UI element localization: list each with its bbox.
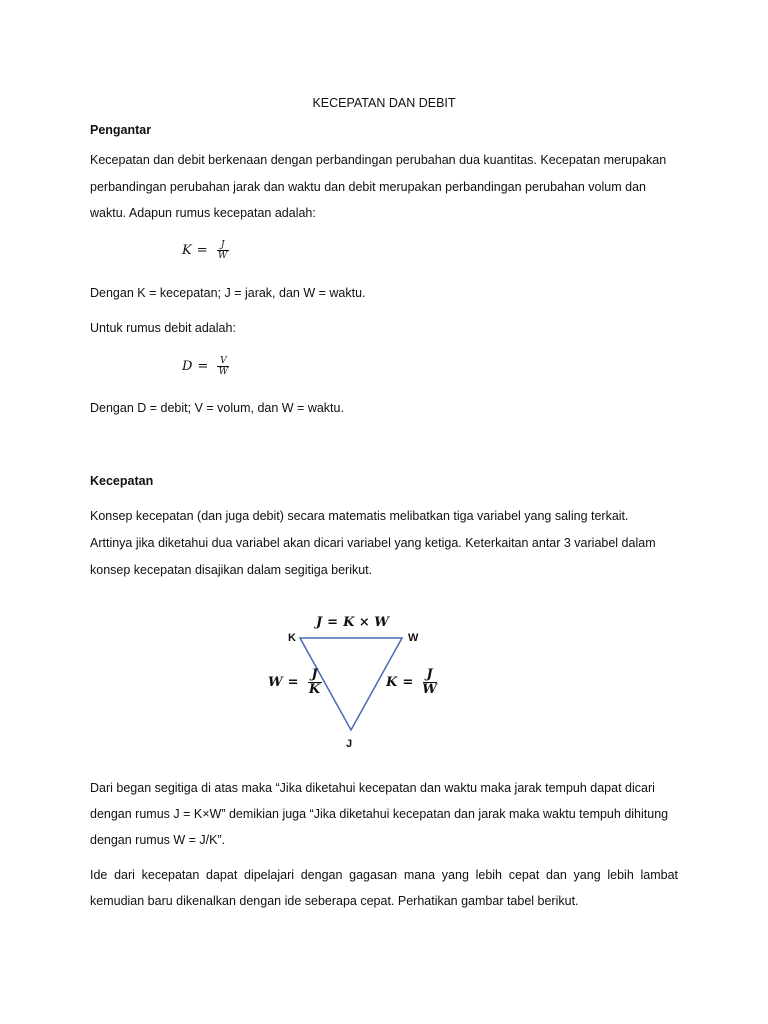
formula-denominator: W xyxy=(218,367,228,377)
formula-fraction xyxy=(217,240,229,261)
intro-line-3: waktu. Adapun rumus kecepatan adalah: xyxy=(90,206,316,220)
kecepatan-definition: Dengan K = kecepatan; J = jarak, dan W = waktu. xyxy=(90,286,366,300)
closing-p2-line-1: Ide dari kecepatan dapat dipelajari dengan gagasan mana yang lebih cepat dan yang lebih lambat xyxy=(90,868,678,882)
equation-numerator: J xyxy=(426,667,433,682)
equation-fraction xyxy=(422,668,437,697)
formula-fraction xyxy=(217,356,229,377)
intro-line-2: perbandingan perubahan jarak dan waktu dan debit merupakan perbandingan perubahan volum dan xyxy=(90,180,646,194)
kecepatan-line-1: Konsep kecepatan (dan juga debit) secara matematis melibatkan tiga variabel yang saling terkait. xyxy=(90,509,629,523)
equation-lhs: J xyxy=(316,615,323,630)
intro-line-1: Kecepatan dan debit berkenaan dengan perbandingan perubahan dua kuantitas. Kecepatan merupakan xyxy=(90,153,667,167)
section-heading-pengantar: Pengantar xyxy=(90,123,152,137)
equation-equals: = xyxy=(327,615,339,630)
formula-lhs: K xyxy=(182,243,192,258)
formula-equals: = xyxy=(197,359,209,374)
equation-equals: = xyxy=(402,675,414,690)
kecepatan-line-2: Arttinya jika diketahui dua variabel akan dicari variabel yang ketiga. Keterkaitan antar 3 variabel dalam xyxy=(90,536,656,550)
equation-lhs: K xyxy=(386,675,398,690)
debit-intro: Untuk rumus debit adalah: xyxy=(90,321,236,335)
vertex-label-k: K xyxy=(288,632,296,644)
kecepatan-line-3: konsep kecepatan disajikan dalam segitiga berikut. xyxy=(90,563,373,577)
equation-equals: = xyxy=(287,675,299,690)
document-title: KECEPATAN DAN DEBIT xyxy=(312,96,456,110)
closing-p1-line-3: dengan rumus W = J/K”. xyxy=(90,833,226,847)
formula-debit xyxy=(182,356,229,377)
equation-denominator: W xyxy=(422,682,437,697)
equation-rhs: K × W xyxy=(343,615,389,630)
equation-denominator: K xyxy=(308,682,321,697)
formula-lhs: D xyxy=(182,359,193,374)
formula-numerator: J xyxy=(220,240,225,250)
formula-kecepatan xyxy=(182,240,229,261)
equation-top xyxy=(316,615,389,630)
formula-numerator: V xyxy=(220,356,227,366)
equation-right xyxy=(386,668,437,697)
closing-p1-line-2: dengan rumus J = K×W” demikian juga “Jika diketahui kecepatan dan jarak maka waktu tempuh dihitung xyxy=(90,807,669,821)
equation-fraction xyxy=(308,668,322,697)
closing-p2-line-2: kemudian baru dikenalkan dengan ide seberapa cepat. Perhatikan gambar tabel berikut. xyxy=(90,894,579,908)
section-heading-kecepatan: Kecepatan xyxy=(90,474,154,488)
formula-equals: = xyxy=(196,243,208,258)
equation-left xyxy=(268,668,322,697)
vertex-label-w: W xyxy=(408,632,419,644)
formula-denominator: W xyxy=(217,251,228,261)
debit-definition: Dengan D = debit; V = volum, dan W = waktu. xyxy=(90,401,344,415)
equation-numerator: J xyxy=(311,667,318,682)
vertex-label-j: J xyxy=(346,738,353,750)
equation-lhs: W xyxy=(268,675,283,690)
closing-p1-line-1: Dari began segitiga di atas maka “Jika diketahui kecepatan dan waktu maka jarak tempuh dapat dicari xyxy=(90,781,655,795)
